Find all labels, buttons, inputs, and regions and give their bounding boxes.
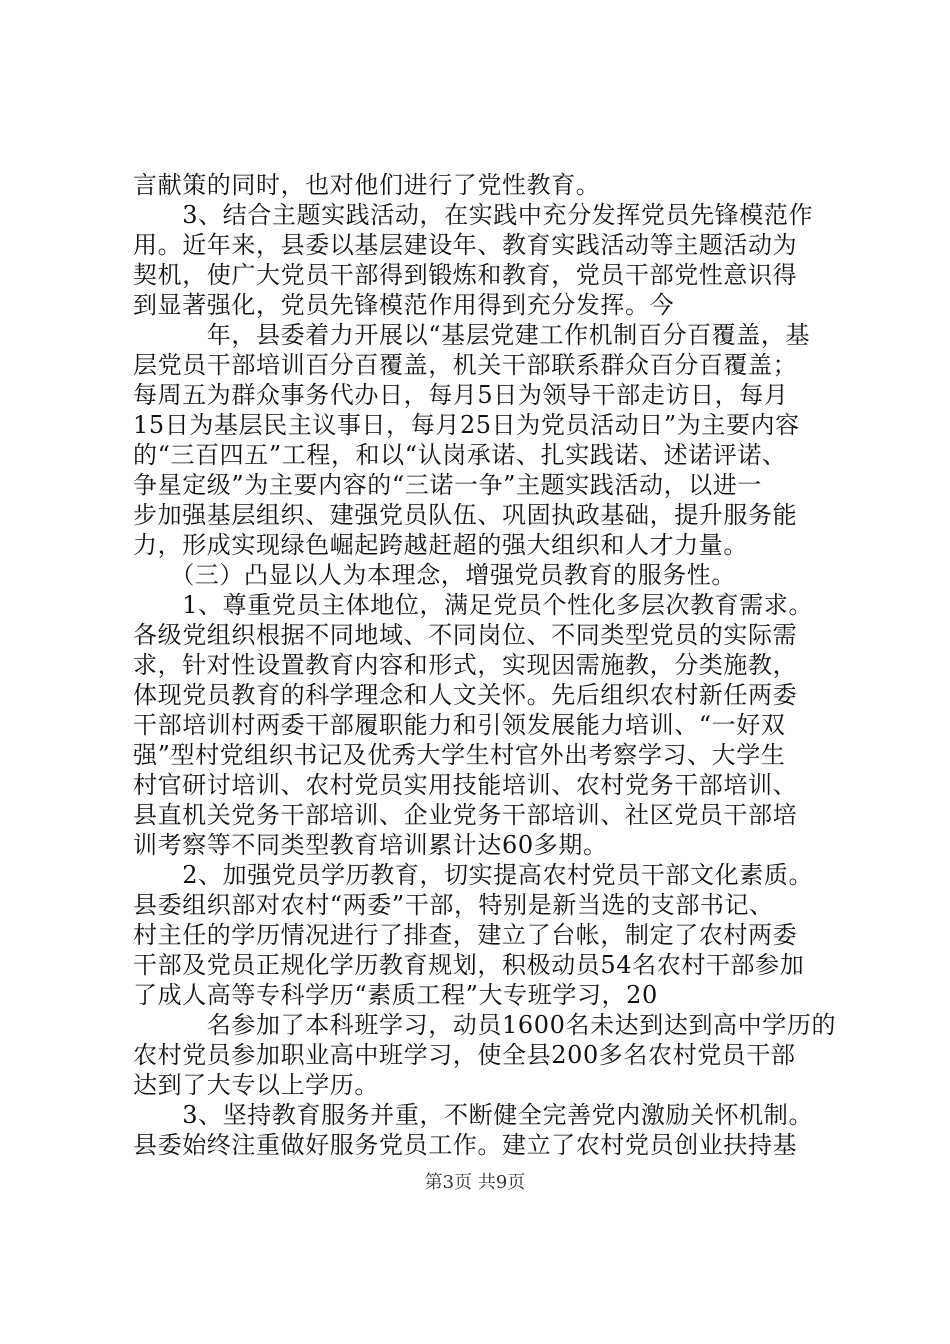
text-line: 了成人高等专科学历“素质工程”大专班学习，20 [133,981,658,1009]
text-line: 层党员干部培训百分百覆盖，机关干部联系群众百分百覆盖； [133,351,798,379]
text-line: 3、结合主题实践活动，在实践中充分发挥党员先锋模范作 [133,201,814,229]
text-line: 各级党组织根据不同地域、不同岗位、不同类型党员的实际需 [133,621,798,649]
text-line: 的“三百四五”工程，和以“认岗承诺、扎实践诺、述诺评诺、 [133,441,787,469]
text-line: 言献策的同时，也对他们进行了党性教育。 [133,171,601,199]
text-line: 名参加了本科班学习，动员1600名未达到达到高中学历的 [133,1011,837,1039]
text-line: 强”型村党组织书记及优秀大学生村官外出考察学习、大学生 [133,741,786,769]
text-line: 年，县委着力开展以“基层党建工作机制百分百覆盖，基 [133,321,811,349]
text-line: 体现党员教育的科学理念和人文关怀。先后组织农村新任两委 [133,681,798,709]
text-line: 村主任的学历情况进行了排查，建立了台帐，制定了农村两委 [133,921,798,949]
text-line: 每周五为群众事务代办日，每月5日为领导干部走访日，每月 [133,381,789,409]
text-line: 3、坚持教育服务并重，不断健全完善党内激励关怀机制。 [133,1101,814,1129]
text-line: 县委组织部对农村“两委”干部，特别是新当选的支部书记、 [133,891,774,919]
page-number-footer: 第3页 共9页 [424,1172,526,1193]
text-line: 达到了大专以上学历。 [133,1071,379,1099]
text-line: 力，形成实现绿色崛起跨越赶超的强大组织和人才力量。 [133,531,748,559]
text-line: 到显著强化，党员先锋模范作用得到充分发挥。今 [133,291,675,319]
text-line: 县委始终注重做好服务党员工作。建立了农村党员创业扶持基 [133,1131,798,1159]
text-line: 农村党员参加职业高中班学习，使全县200多名农村党员干部 [133,1041,796,1069]
text-line: 训考察等不同类型教育培训累计达60多期。 [133,831,608,859]
text-line: 争星定级”为主要内容的“三诺一争”主题实践活动，以进一 [133,471,763,499]
text-line: 村官研讨培训、农村党员实用技能培训、农村党务干部培训、 [133,771,798,799]
text-line: 步加强基层组织、建强党员队伍、巩固执政基础，提升服务能 [133,501,798,529]
text-line: 2、加强党员学历教育，切实提高农村党员干部文化素质。 [133,861,814,889]
text-line: 干部及党员正规化学历教育规划，积极动员54名农村干部参加 [133,951,805,979]
text-line: 1、尊重党员主体地位，满足党员个性化多层次教育需求。 [133,591,814,619]
text-line: 用。近年来，县委以基层建设年、教育实践活动等主题活动为 [133,231,798,259]
text-line: 干部培训村两委干部履职能力和引领发展能力培训、“一好双 [133,711,786,739]
text-line: 求，针对性设置教育内容和形式，实现因需施教，分类施教， [133,651,798,679]
text-line: 县直机关党务干部培训、企业党务干部培训、社区党员干部培 [133,801,798,829]
text-line: 契机，使广大党员干部得到锻炼和教育，党员干部党性意识得 [133,261,798,289]
text-line: 15日为基层民主议事日，每月25日为党员活动日”为主要内容 [133,411,800,439]
section-heading: （三）凸显以人为本理念，增强党员教育的服务性。 [133,561,736,589]
